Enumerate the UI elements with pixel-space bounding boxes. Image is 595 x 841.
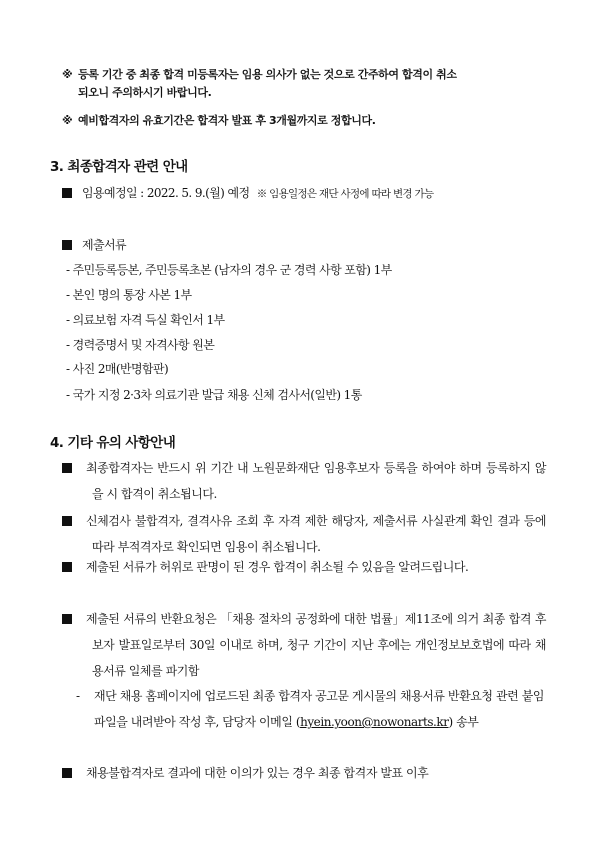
schedule-row — [62, 184, 433, 201]
caution-text: 채용불합격자로 결과에 대한 이의가 있는 경우 최종 합격자 발표 이후 — [86, 766, 429, 780]
doc-item: - 의료보험 자격 득실 확인서 1부 — [66, 313, 225, 327]
email-link[interactable]: hyein.yoon@nowonarts.kr — [300, 715, 449, 729]
square-bullet-icon — [62, 614, 72, 624]
section-3-title: 3. 최종합격자 관련 안내 — [50, 159, 188, 175]
square-bullet-icon — [62, 463, 72, 473]
doc-item: - 사진 2매(반명함판) — [66, 362, 169, 376]
notice-text: 등록 기간 중 최종 합격 미등록자는 임용 의사가 없는 것으로 간주하여 합격이 취소 — [78, 68, 457, 81]
caution-item — [62, 455, 546, 507]
caution-item — [62, 760, 546, 786]
caution-text: 신체검사 불합격자, 결격사유 조회 후 자격 제한 해당자, 제출서류 사실관계 확인 결과 등에 따라 부적격자로 확인되면 임용이 취소됩니다. — [86, 514, 546, 554]
doc-item: - 국가 지정 2·3차 의료기관 발급 채용 신체 검사서(일반) 1통 — [66, 388, 362, 402]
reference-mark: ※ — [62, 114, 73, 127]
doc-item: - 본인 명의 통장 사본 1부 — [66, 288, 192, 302]
notice-text-continued: 되오니 주의하시기 바랍니다. — [78, 86, 212, 99]
caution-text: 최종합격자는 반드시 위 기간 내 노원문화재단 임용후보자 등록을 하여야 하며 등록하지 않을 시 합격이 취소됩니다. — [86, 461, 546, 501]
return-request-detail — [76, 683, 544, 735]
reference-mark: ※ — [62, 68, 73, 81]
caution-item — [62, 606, 546, 684]
caution-text: 제출된 서류의 반환요청은 「채용 절차의 공정화에 대한 법률」제11조에 의거 최종 합격 후보자 발표일로부터 30일 이내로 하며, 청구 기간이 지난 후에는 개인정보보호법에 따라 채용서류 일체를 파기함 — [86, 612, 546, 678]
notice-registration — [62, 66, 457, 102]
notice-text: 예비합격자의 유효기간은 합격자 발표 후 3개월까지로 정합니다. — [78, 114, 376, 127]
detail-text-end: ) 송부 — [448, 715, 479, 729]
docs-title-row — [62, 236, 126, 253]
square-bullet-icon — [62, 188, 72, 198]
detail-text: 재단 채용 홈페이지에 업로드된 최종 합격자 공고문 게시물의 채용서류 반환요청 관련 붙임파일을 내려받아 작성 후, 담당자 이메일 ( — [94, 689, 544, 729]
caution-item — [62, 508, 546, 560]
square-bullet-icon — [62, 516, 72, 526]
doc-item: - 경력증명서 및 자격사항 원본 — [66, 338, 215, 352]
square-bullet-icon — [62, 240, 72, 250]
doc-item: - 주민등록등본, 주민등록초본 (남자의 경우 군 경력 사항 포함) 1부 — [66, 263, 392, 277]
dash-marker: - — [76, 689, 80, 703]
square-bullet-icon — [62, 768, 72, 778]
square-bullet-icon — [62, 562, 72, 572]
schedule-note: ※ 임용일정은 재단 사정에 따라 변경 가능 — [256, 188, 434, 200]
caution-item — [62, 554, 546, 580]
notice-reserve — [62, 112, 375, 130]
schedule-label: 임용예정일 : 2022. 5. 9.(월) 예정 — [82, 186, 250, 200]
caution-text: 제출된 서류가 허위로 판명이 된 경우 합격이 취소될 수 있음을 알려드립니다. — [86, 560, 469, 574]
docs-title: 제출서류 — [82, 238, 126, 252]
section-4-title: 4. 기타 유의 사항안내 — [50, 435, 176, 451]
